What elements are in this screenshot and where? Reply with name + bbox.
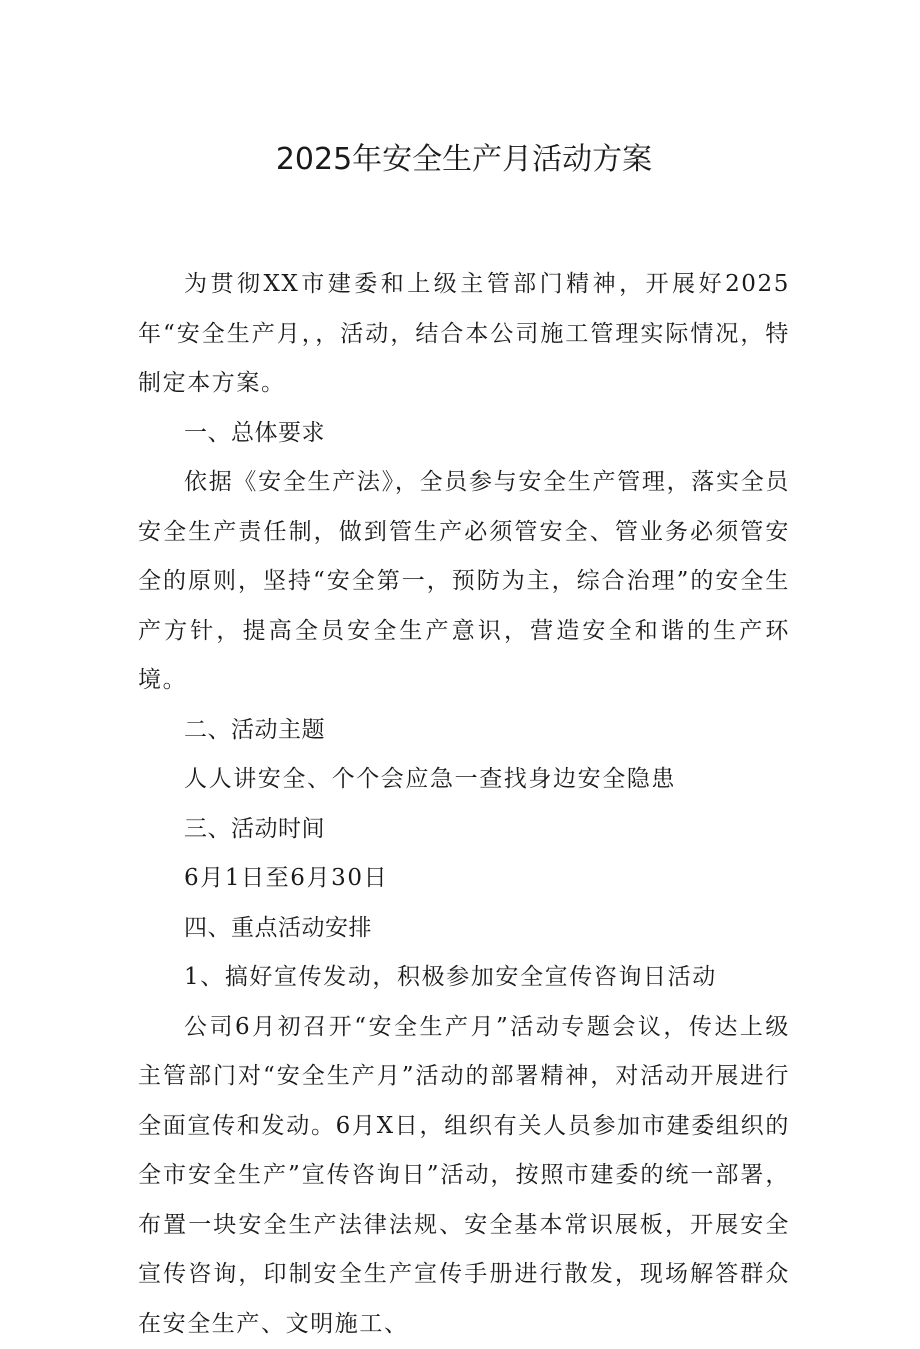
overall-requirements-paragraph: 依据《安全生产法》，全员参与安全生产管理，落实全员安全生产责任制，做到管生产必须管安全、管业务必须管安全的原则，坚持“安全第一，预防为主，综合治理”的安全生产方针，提高全员安全生产意识，营造安全和谐的生产环境。 (138, 458, 790, 706)
section-heading-key-activities: 四、重点活动安排 (138, 904, 790, 954)
key-activity-item-title: 1、搞好宣传发动，积极参加安全宣传咨询日活动 (138, 953, 790, 1003)
section-heading-overall-requirements: 一、总体要求 (138, 409, 790, 459)
key-activity-item-paragraph: 公司6月初召开“安全生产月”活动专题会议，传达上级主管部门对“安全生产月”活动的部署精神，对活动开展进行全面宣传和发动。6月X日，组织有关人员参加市建委组织的全市安全生产”宣传咨询日”活动，按照市建委的统一部署，布置一块安全生产法律法规、安全基本常识展板，开展安全宣传咨询，印制安全生产宣传手册进行散发，现场解答群众在安全生产、文明施工、 (138, 1003, 790, 1349)
activity-theme-text: 人人讲安全、个个会应急一查找身边安全隐患 (138, 755, 790, 805)
activity-time-text: 6月1日至6月30日 (138, 854, 790, 904)
document-title: 2025年安全生产月活动方案 (138, 138, 790, 182)
intro-paragraph: 为贯彻XX市建委和上级主管部门精神，开展好2025年“安全生产月，，活动，结合本公司施工管理实际情况，特制定本方案。 (138, 260, 790, 409)
section-heading-activity-time: 三、活动时间 (138, 805, 790, 855)
section-heading-activity-theme: 二、活动主题 (138, 706, 790, 756)
